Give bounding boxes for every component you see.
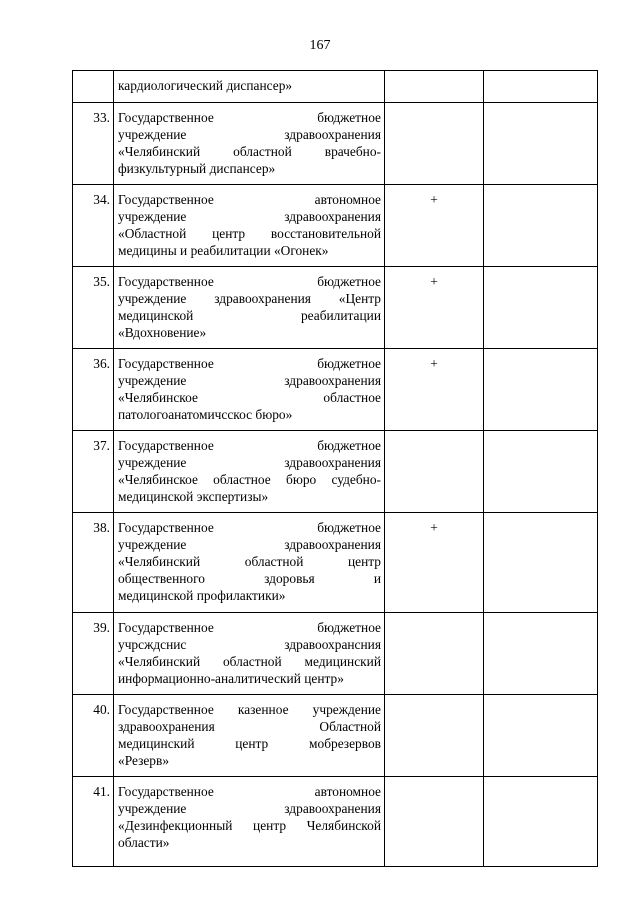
institution-name [114, 777, 385, 867]
institution-name-line: «Челябинское областное бюро судебно- [118, 472, 381, 487]
institution-name-line: «Челябинский областной врачебно- [118, 144, 381, 159]
institutions-table-body [73, 71, 598, 867]
institution-name-line: учреждение здравоохранения «Центр [118, 291, 381, 306]
institution-name-line: медицинской экспертизы» [118, 489, 269, 504]
institution-name [114, 71, 385, 103]
institution-name [114, 349, 385, 431]
institution-name-line: области» [118, 835, 170, 850]
institution-name-line: «Челябинский областной центр [118, 554, 381, 569]
institution-name-line: Государственное бюджетное [118, 620, 381, 635]
institution-name-line: учреждение здравоохранения [118, 455, 381, 470]
empty-cell [484, 431, 598, 513]
institution-name-line: медицинской реабилитации [118, 308, 381, 323]
row-number [73, 71, 114, 103]
institution-name-line: Государственное бюджетное [118, 520, 381, 535]
table-row [73, 349, 598, 431]
row-number: 33. [73, 103, 114, 185]
row-number: 40. [73, 695, 114, 777]
empty-cell [484, 513, 598, 613]
institution-name [114, 513, 385, 613]
institution-name-line: Государственное бюджетное [118, 356, 381, 371]
row-number: 39. [73, 613, 114, 695]
empty-cell [484, 103, 598, 185]
institution-name [114, 103, 385, 185]
institution-name-line: «Резерв» [118, 753, 170, 768]
table-row [73, 103, 598, 185]
institution-name-line: «Дезинфекционный центр Челябинской [118, 818, 381, 833]
mark-cell [385, 431, 484, 513]
institution-name-line: учреждение здравоохранения [118, 127, 381, 142]
institution-name [114, 695, 385, 777]
institution-name-line: «Вдохновение» [118, 325, 207, 340]
institution-name-line: медицинский центр мобрезервов [118, 736, 381, 751]
institution-name-line: общественного здоровья и [118, 571, 381, 586]
table-row [73, 431, 598, 513]
empty-cell [484, 613, 598, 695]
institution-name-line: кардиологический диспансер» [118, 78, 293, 93]
mark-cell: + [385, 349, 484, 431]
mark-cell: + [385, 267, 484, 349]
institutions-table [72, 70, 598, 867]
institution-name-line: Государственное бюджетное [118, 274, 381, 289]
table-row [73, 185, 598, 267]
empty-cell [484, 71, 598, 103]
mark-cell: + [385, 185, 484, 267]
empty-cell [484, 267, 598, 349]
empty-cell [484, 695, 598, 777]
institution-name-line: «Областной центр восстановительной [118, 226, 381, 241]
row-number: 38. [73, 513, 114, 613]
institution-name-line: Государственное автономное [118, 784, 381, 799]
institution-name-line: учреждение здравоохранения [118, 801, 381, 816]
empty-cell [484, 777, 598, 867]
institution-name [114, 267, 385, 349]
table-row [73, 267, 598, 349]
table-row [73, 71, 598, 103]
table-row [73, 695, 598, 777]
row-number: 41. [73, 777, 114, 867]
empty-cell [484, 349, 598, 431]
institution-name-line: «Челябинский областной медицинский [118, 654, 381, 669]
mark-cell [385, 613, 484, 695]
institution-name-line: «Челябинское областное [118, 390, 381, 405]
empty-cell [484, 185, 598, 267]
institution-name-line: Государственное казенное учреждение [118, 702, 381, 717]
institution-name-line: Государственное автономное [118, 192, 381, 207]
institution-name-line: Государственное бюджетное [118, 110, 381, 125]
institution-name-line: учрсждснис здравоохрансния [118, 637, 381, 652]
row-number: 37. [73, 431, 114, 513]
mark-cell [385, 103, 484, 185]
institution-name-line: здравоохранения Областной [118, 719, 381, 734]
institution-name-line: учреждение здравоохранения [118, 373, 381, 388]
mark-cell [385, 777, 484, 867]
row-number: 36. [73, 349, 114, 431]
institution-name-line: медицинской профилактики» [118, 588, 286, 603]
institution-name-line: медицины и реабилитации «Огонек» [118, 243, 329, 258]
mark-cell: + [385, 513, 484, 613]
institution-name-line: патологоанатомичсскос бюро» [118, 407, 293, 422]
row-number: 35. [73, 267, 114, 349]
mark-cell [385, 695, 484, 777]
table-row [73, 777, 598, 867]
institution-name-line: информационно-аналитический центр» [118, 671, 344, 686]
page-number: 167 [309, 38, 331, 53]
institution-name [114, 185, 385, 267]
institution-name-line: учреждение здравоохранения [118, 537, 381, 552]
table-row [73, 613, 598, 695]
institution-name-line: физкультурный диспансер» [118, 161, 276, 176]
institution-name [114, 431, 385, 513]
table-row [73, 513, 598, 613]
institution-name [114, 613, 385, 695]
institution-name-line: Государственное бюджетное [118, 438, 381, 453]
row-number: 34. [73, 185, 114, 267]
institution-name-line: учреждение здравоохранения [118, 209, 381, 224]
mark-cell [385, 71, 484, 103]
